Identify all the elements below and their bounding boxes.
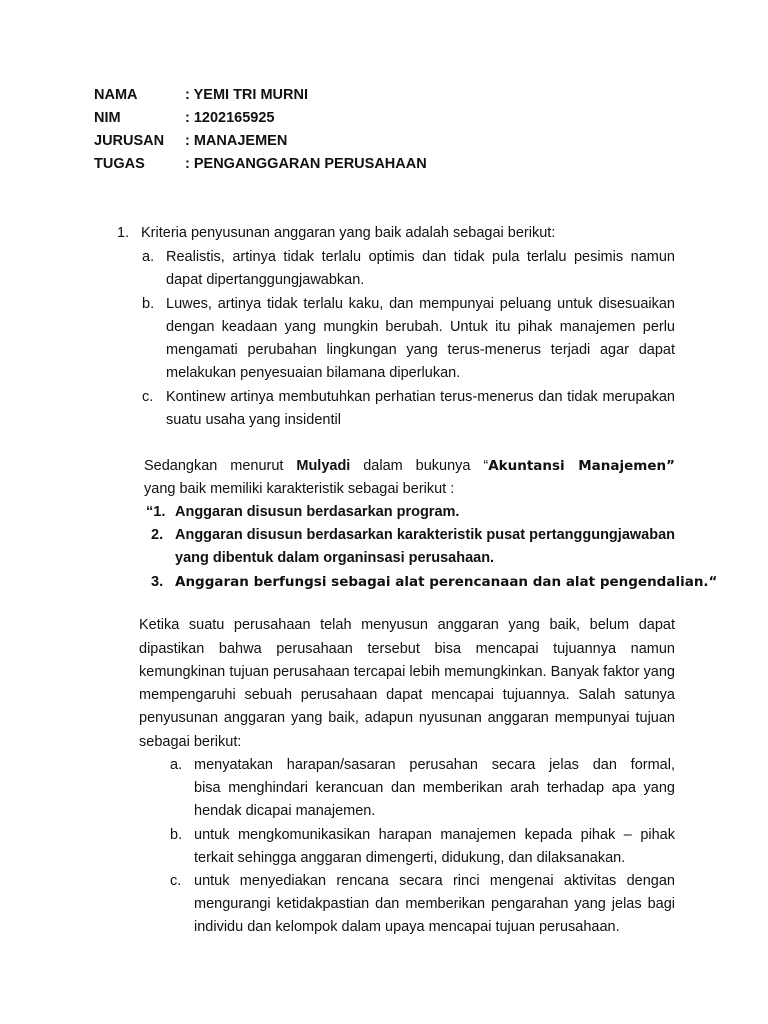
mulyadi-mid: dalam bukunya “ [350,458,489,474]
mulyadi-intro-line [144,455,675,477]
list-marker: c. [142,389,154,405]
mulyadi-intro-line-2: yang baik memiliki karakteristik sebagai berikut : [144,481,455,497]
list-item-line: Realistis, artinya tidak terlalu optimis dan tidak pula terlalu pesimis namun [166,249,675,265]
list-item-line: melakukan penyesuaian bilamana diperlukan. [166,365,461,381]
list-item-line: suatu usaha yang insidentil [166,412,341,428]
characteristic-marker: 3. [151,574,164,590]
list-item-line: untuk mengkomunikasikan harapan manajemen kepada pihak – pihak [194,827,675,843]
tugas-label: TUGAS [94,156,145,172]
paragraph-line: kemungkinan tujuan perusahaan tercapai lebih memungkinkan. Banyak faktor yang [139,664,675,680]
list-marker: b. [170,827,183,843]
list-item-line: Kontinew artinya membutuhkan perhatian terus-menerus dan tidak merupakan [166,389,675,405]
nama-label: NAMA [94,87,138,103]
characteristic-marker: “1. [146,504,166,520]
section-number: 1. [117,225,130,241]
list-marker: a. [142,249,155,265]
nim-value: : 1202165925 [185,110,275,126]
nim-label: NIM [94,110,121,126]
list-item-line: terkait sehingga anggaran dimengerti, didukung, dan dilaksanakan. [194,850,626,866]
list-item-line: Luwes, artinya tidak terlalu kaku, dan mempunyai peluang untuk disesuaikan [166,296,675,312]
list-item-line: dengan keadaan yang mungkin berubah. Untuk itu pihak manajemen perlu [166,319,675,335]
paragraph-line: dipastikan bahwa perusahaan tersebut bisa mencapai tujuannya namun [139,641,675,657]
paragraph-line: Ketika suatu perusahaan telah menyusun anggaran yang baik, belum dapat [139,617,675,633]
paragraph-line: sebagai berikut: [139,734,242,750]
mulyadi-book-title: Akuntansi Manajemen” [488,458,675,474]
paragraph-line: mempengaruhi sebuah perusahaan dapat mencapai tujuannya. Salah satunya [139,687,675,703]
mulyadi-author: Mulyadi [296,458,351,474]
list-item-line: menyatakan harapan/sasaran perusahan secara jelas dan formal, [194,757,675,773]
list-item-line: hendak dicapai manajemen. [194,803,376,819]
list-marker: a. [170,757,183,773]
list-item-line: untuk menyediakan rencana secara rinci mengenai aktivitas dengan [194,873,675,889]
mulyadi-pre: Sedangkan menurut [144,458,297,474]
tugas-value: : PENGANGGARAN PERUSAHAAN [185,156,427,172]
paragraph-line: penyusunan anggaran yang baik, adapun nyusunan anggaran mempunyai tujuan [139,710,675,726]
characteristic-marker: 2. [151,527,164,543]
nama-value: : YEMI TRI MURNI [185,87,308,103]
section-intro: Kriteria penyusunan anggaran yang baik adalah sebagai berikut: [141,225,556,241]
list-item-line: mengurangi ketidakpastian dan memberikan pengarahan yang jelas bagi [194,896,675,912]
jurusan-value: : MANAJEMEN [185,133,288,149]
list-item-line: bisa menghindari kerancuan dan memberikan arah terhadap apa yang [194,780,675,796]
list-item-line: individu dan kelompok dalam upaya mencapai tujuan perusahaan. [194,919,620,935]
characteristic-line: Anggaran berfungsi sebagai alat perencanaan dan alat pengendalian.“ [175,574,718,590]
list-marker: b. [142,296,155,312]
list-marker: c. [170,873,182,889]
list-item-line: mengamati perubahan lingkungan yang terus-menerus terjadi agar dapat [166,342,675,358]
characteristic-line: yang dibentuk dalam organinsasi perusahaan. [175,550,495,566]
list-item-line: dapat dipertanggungjawabkan. [166,272,365,288]
characteristic-line: Anggaran disusun berdasarkan program. [175,504,460,520]
jurusan-label: JURUSAN [94,133,165,149]
characteristic-line: Anggaran disusun berdasarkan karakteristik pusat pertanggungjawaban [175,527,675,543]
